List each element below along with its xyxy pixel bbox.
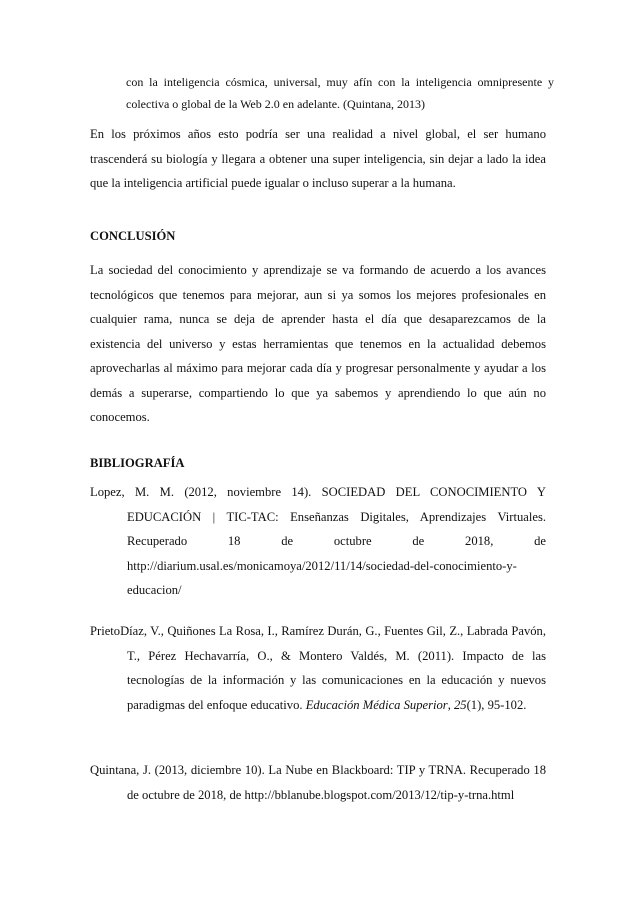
bibliography-entry: PrietoDíaz, V., Quiñones La Rosa, I., Ramírez Durán, G., Fuentes Gil, Z., Labrada Pavón, T., Pérez Hechavarría, O., & Montero Valdés, M. (2011). Impacto de las tecnologías de la información y las comunicaciones en la educación y nuevos paradigmas del enfoque educativo. Educación Médica Superior, 25(1), 95-102. [90,624,546,712]
block-quote: con la inteligencia cósmica, universal, muy afín con la inteligencia omnipresente y colectiva o global de la Web 2.0 en adelante. (Quintana, 2013) [126,75,554,111]
conclusion-heading: CONCLUSIÓN [90,229,176,243]
bibliography-entry [90,480,546,603]
intro-paragraph: En los próximos años esto podría ser una realidad a nivel global, el ser humano trascenderá su biología y llegara a obtener una super inteligencia, sin dejar a lado la idea que la inteligencia artificial puede igualar o incluso superar a la humana. [90,127,546,190]
bibliography-entry [90,758,546,807]
conclusion-paragraph: La sociedad del conocimiento y aprendizaje se va formando de acuerdo a los avances tecnológicos que tenemos para mejorar, aun si ya somos los mejores profesionales en cualquier rama, nunca se deja de aprender hasta el día que desaparezcamos de la existencia del universo y estas herramientas que tenemos en la actualidad debemos aprovecharlas al máximo para mejorar cada día y progresar personalmente y ayudar a los demás a superarse, compartiendo lo que ya sabemos y aprendiendo lo que aún no conocemos. [90,263,546,424]
reference-text: Quintana, J. (2013, diciembre 10). La Nube en Blackboard: TIP y TRNA. Recuperado 18 de octubre de 2018, de [90,763,546,802]
reference-link[interactable]: http://diarium.usal.es/monicamoya/2012/11/14/sociedad-del-conocimiento-y-educacion/ [127,558,517,597]
reference-text: PrietoDíaz, V., Quiñones La Rosa, I., Ramírez Durán, G., Fuentes Gil, Z., Labrada Pavón, T., Pérez Hechavarría, O., & Montero Valdés, M. (2011). Impacto de las tecnologías de la información y las comunicaciones en la educación y nuevos paradigmas del enfoque educativo. [90,624,546,712]
journal-title: Educación Médica Superior [305,697,448,712]
reference-link[interactable]: http://bblanube.blogspot.com/2013/12/tip-y-trna.html [244,787,515,802]
bibliography-heading: BIBLIOGRAFÍA [90,456,185,470]
journal-pages: (1), 95-102. [466,697,527,712]
journal-volume: 25 [454,697,467,712]
reference-text: Lopez, M. M. (2012, noviembre 14). SOCIEDAD DEL CONOCIMIENTO Y EDUCACIÓN | TIC-TAC: Enseñanzas Digitales, Aprendizajes Virtuales. Recuperado 18 de octubre de 2018, de [90,485,546,548]
